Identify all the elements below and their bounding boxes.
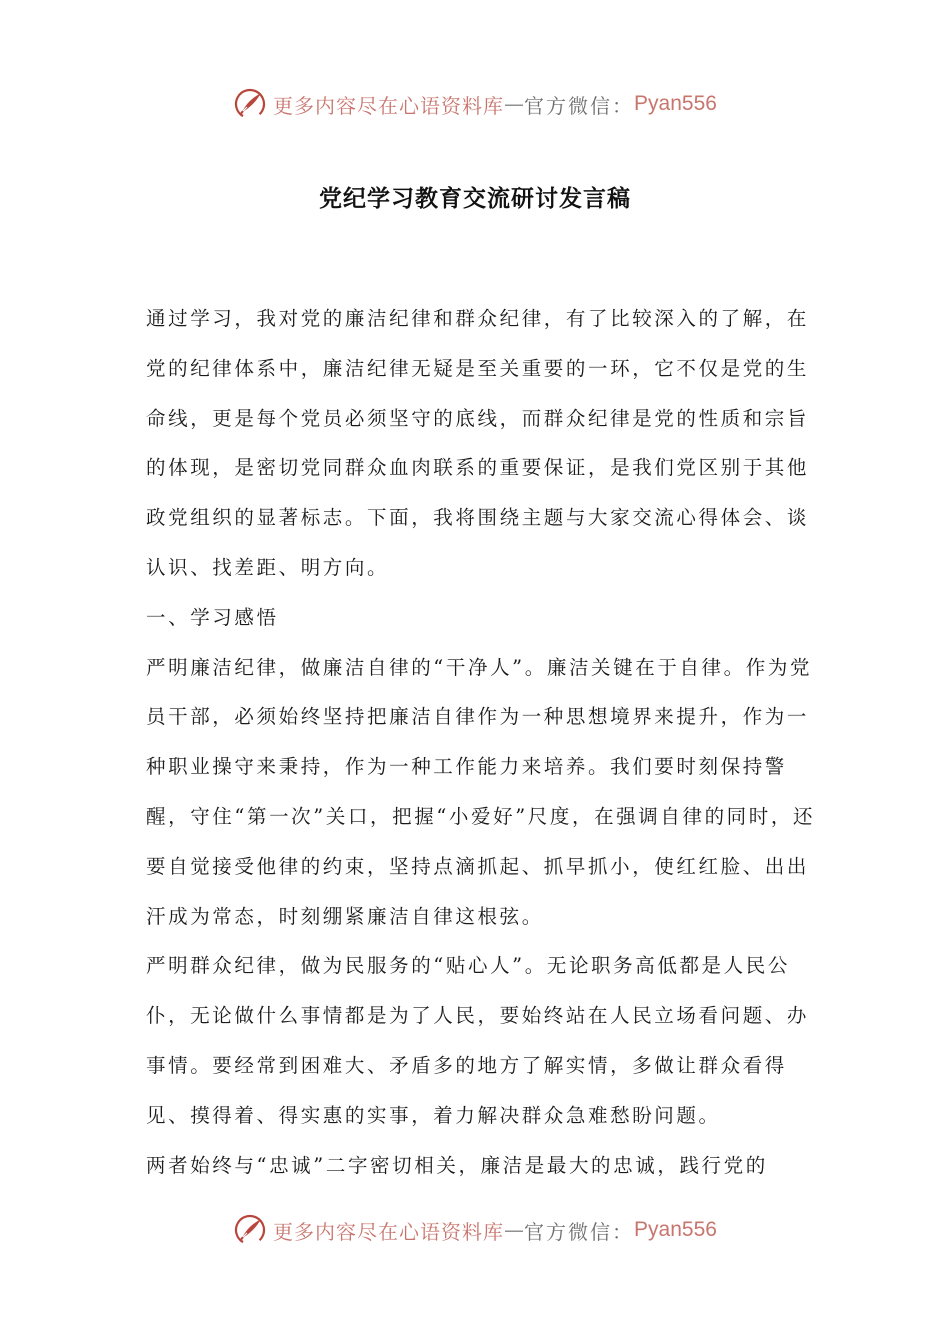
footer-banner — [0, 1210, 950, 1250]
wechat-id: Pyan556 — [634, 1218, 717, 1241]
paragraph-loyalty: 两者始终与“忠诚”二字密切相关，廉洁是最大的忠诚，践行党的 — [146, 1153, 768, 1177]
quill-logo-icon — [233, 87, 267, 121]
official-account-label: 官方微信： — [524, 93, 635, 118]
banner-separator: — — [504, 92, 525, 116]
header-banner — [0, 84, 950, 124]
paragraph-intro: 通过学习，我对党的廉洁纪律和群众纪律，有了比较深入的了解，在党的纪律体系中，廉洁纪律无疑是至关重要的一环，它不仅是党的生命线，更是每个党员必须坚守的底线，而群众纪律是党的性质和宗旨的体现，是密切党同群众血肉联系的重要保证，是我们党区别于其他政党组织的显著标志。下面，我将围绕主题与大家交流心得体会、谈认识、找差距、明方向。 — [146, 307, 810, 579]
site-name: 更多内容尽在心语资料库 — [273, 1219, 505, 1244]
section-heading: 一、学习感悟 — [146, 605, 279, 629]
wechat-id: Pyan556 — [634, 92, 717, 115]
banner-separator: — — [504, 1218, 525, 1242]
quill-logo-icon — [233, 1213, 267, 1247]
site-name: 更多内容尽在心语资料库 — [273, 93, 505, 118]
official-account-label: 官方微信： — [524, 1219, 635, 1244]
document-body — [146, 294, 826, 1190]
paragraph-integrity: 严明廉洁纪律，做廉洁自律的“干净人”。廉洁关键在于自律。作为党员干部，必须始终坚持把廉洁自律作为一种思想境界来提升，作为一种职业操守来秉持，作为一种工作能力来培养。我们要时刻保持警醒，守住“第一次”关口，把握“小爱好”尺度，在强调自律的同时，还要自觉接受他律的约束，坚持点滴抓起、抓早抓小，使红红脸、出出汗成为常态，时刻绷紧廉洁自律这根弦。 — [146, 655, 816, 928]
paragraph-mass-discipline: 严明群众纪律，做为民服务的“贴心人”。无论职务高低都是人民公仆，无论做什么事情都是为了人民，要始终站在人民立场看问题、办事情。要经常到困难大、矛盾多的地方了解实情，多做让群众看得见、摸得着、得实惠的实事，着力解决群众急难愁盼问题。 — [146, 954, 810, 1127]
document-title: 党纪学习教育交流研讨发言稿 — [319, 186, 631, 212]
